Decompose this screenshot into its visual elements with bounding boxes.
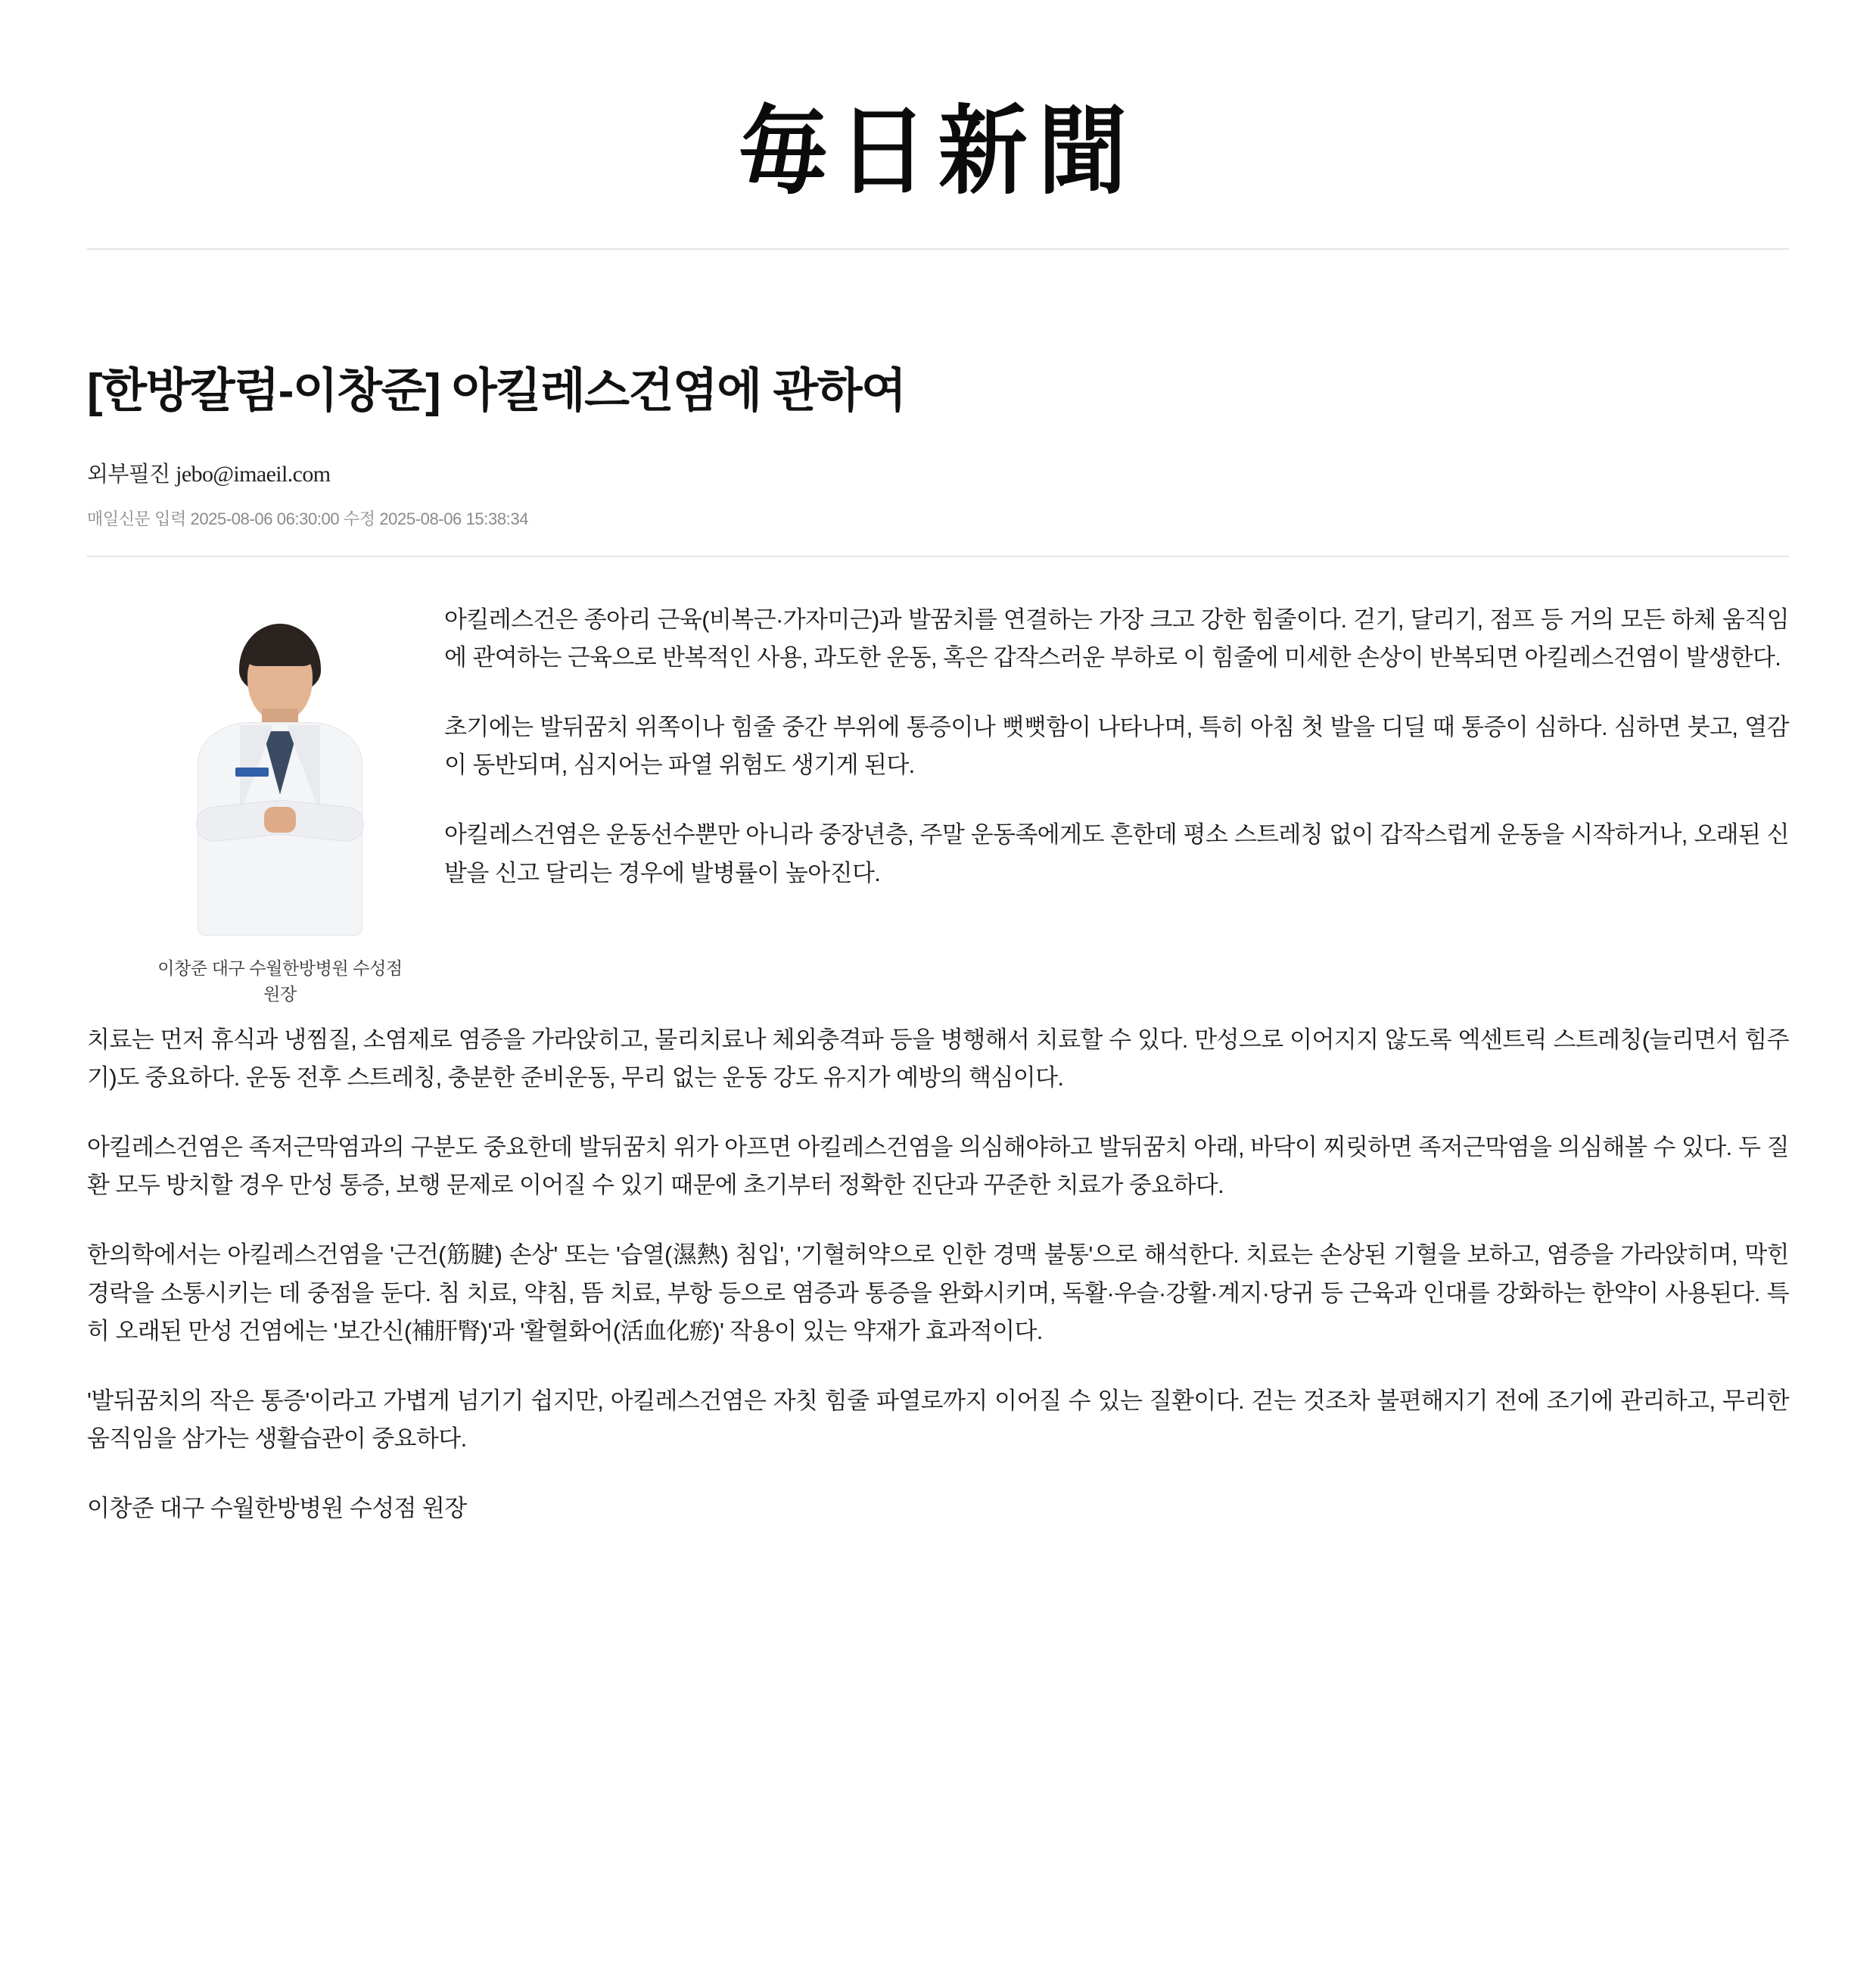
article-container (0, 362, 1876, 1619)
article-body (87, 601, 1789, 1619)
masthead-divider (87, 248, 1789, 250)
paragraph-4: 치료는 먼저 휴식과 냉찜질, 소염제로 염증을 가라앉히고, 물리치료나 체외충격파 등을 병행해서 치료할 수 있다. 만성으로 이어지지 않도록 엑센트릭 스트레칭(늘리면서 힘주기)도 중요하다. 운동 전후 스트레칭, 충분한 준비운동, 무리 없는 운동 강도 유지가 예방의 핵심이다. (87, 1026, 1789, 1091)
dateline: 매일신문 입력 2025-08-06 06:30:00 수정 2025-08-06 15:38:34 (87, 509, 529, 528)
paragraph-5: 아킬레스건염은 족저근막염과의 구분도 중요한데 발뒤꿈치 위가 아프면 아킬레스건염을 의심해야하고 발뒤꿈치 아래, 바닥이 찌릿하면 족저근막염을 의심해볼 수 있다. 두 질환 모두 방치할 경우 만성 통증, 보행 문제로 이어질 수 있기 때문에 초기부터 정확한 진단과 꾸준한 치료가 중요하다. (87, 1133, 1789, 1199)
byline-author: 외부필진 (87, 462, 170, 487)
masthead (0, 0, 1876, 295)
paragraph-1: 아킬레스건은 종아리 근육(비복근·가자미근)과 발꿈치를 연결하는 가장 크고 강한 힘줄이다. 걷기, 달리기, 점프 등 거의 모든 하체 움직임에 관여하는 근육으로 반복적인 사용, 과도한 운동, 혹은 갑작스러운 부하로 이 힘줄에 미세한 손상이 반복되면 아킬레스건염이 발생한다. (444, 606, 1789, 671)
page-title: [한방칼럼-이창준] 아킬레스건염에 관하여 (87, 365, 906, 417)
author-figure (155, 618, 405, 1007)
author-signature: 이창준 대구 수월한방병원 수성점 원장 (87, 1495, 467, 1522)
paragraph-2: 초기에는 발뒤꿈치 위쪽이나 힘줄 중간 부위에 통증이나 뻣뻣함이 나타나며, 특히 아침 첫 발을 디딜 때 통증이 심하다. 심하면 붓고, 열감이 동반되며, 심지어는 파열 위험도 생기게 된다. (444, 713, 1789, 779)
portrait-name-badge-shape (235, 768, 269, 777)
header-divider (87, 556, 1789, 557)
newspaper-logo[interactable]: 毎日新聞 (738, 93, 1138, 207)
portrait-fringe-shape (244, 637, 316, 666)
byline-email-link[interactable]: jebo@imaeil.com (176, 461, 331, 487)
figure-caption: 이창준 대구 수월한방병원 수성점 원장 (157, 958, 403, 1004)
byline (87, 457, 1789, 488)
paragraph-6: 한의학에서는 아킬레스건염을 '근건(筋腱) 손상' 또는 '습열(濕熱) 침입', '기혈허약으로 인한 경맥 불통'으로 해석한다. 치료는 손상된 기혈을 보하고, 염증을 가라앉히며, 막힌 경락을 소통시키는 데 중점을 둔다. 침 치료, 약침, 뜸 치료, 부항 등으로 염증과 통증을 완화시키며, 독활·우슬·강활·계지·당귀 등 근육과 인대를 강화하는 한약이 사용된다. 특히 오래된 만성 건염에는 '보간신(補肝腎)'과 '활혈화어(活血化瘀)' 작용이 있는 약재가 효과적이다. (87, 1241, 1789, 1344)
paragraph-7: '발뒤꿈치의 작은 통증'이라고 가볍게 넘기기 쉽지만, 아킬레스건염은 자칫 힘줄 파열로까지 이어질 수 있는 질환이다. 걷는 것조차 불편해지기 전에 조기에 관리하고, 무리한 움직임을 삼가는 생활습관이 중요하다. (87, 1387, 1789, 1453)
doctor-portrait-image (185, 618, 375, 936)
portrait-right-hand-shape (264, 807, 294, 833)
paragraph-3: 아킬레스건염은 운동선수뿐만 아니라 중장년층, 주말 운동족에게도 흔한데 평소 스트레칭 없이 갑작스럽게 운동을 시작하거나, 오래된 신발을 신고 달리는 경우에 발병률이 높아진다. (444, 821, 1789, 886)
